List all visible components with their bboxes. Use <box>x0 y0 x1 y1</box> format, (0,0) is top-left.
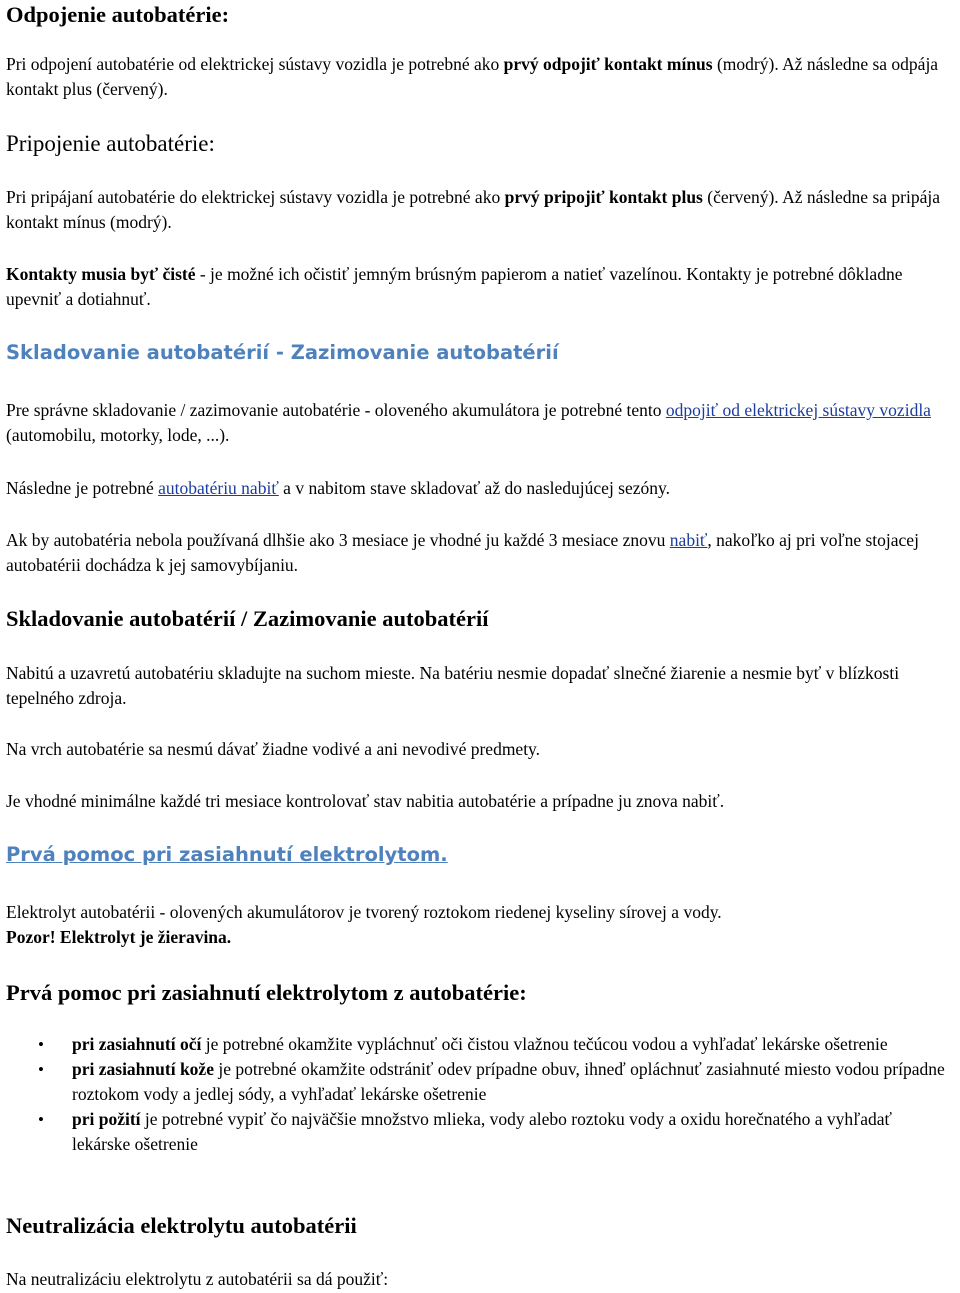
bold-text: pri požití <box>72 1109 141 1129</box>
text: - je možné ich očistiť jemným brúsným papierom a natieť vazelínou. Kontakty je potrebné dôkladne upevniť a dotiahnuť. <box>6 264 903 309</box>
text: a v nabitom stave skladovať až do nasledujúcej sezóny. <box>278 478 671 498</box>
bullet-icon: • <box>38 1060 44 1079</box>
paragraph-odpojenie <box>6 52 951 102</box>
bold-text: prvý odpojiť kontakt mínus <box>503 54 713 74</box>
heading-neutralizacia: Neutralizácia elektrolytu autobatérii <box>6 1213 357 1238</box>
heading-pripojenie: Pripojenie autobatérie: <box>6 131 215 156</box>
list-item <box>6 1032 951 1057</box>
heading-odpojenie: Odpojenie autobatérie: <box>6 2 230 27</box>
bold-text: pri zasiahnutí očí <box>72 1034 202 1054</box>
paragraph-pripojenie <box>6 185 951 235</box>
warning-text: Pozor! Elektrolyt je žieravina. <box>6 927 232 947</box>
link-odpojit[interactable]: odpojiť od elektrickej sústavy vozidla <box>665 400 931 420</box>
bullet-icon: • <box>38 1110 44 1129</box>
paragraph-je-vhodne: Je vhodné minimálne každé tri mesiace kontrolovať stav nabitia autobatérie a prípadne ju znova nabiť. <box>6 791 725 811</box>
paragraph-skladovanie-1 <box>6 398 951 448</box>
heading-skladovanie-serif: Skladovanie autobatérií / Zazimovanie autobatérií <box>6 606 489 631</box>
bold-text: Kontakty musia byť čisté <box>6 264 196 284</box>
text: Následne je potrebné <box>6 478 159 498</box>
paragraph-skladovanie-3 <box>6 528 951 578</box>
text: Ak by autobatéria nebola používaná dlhšie ako 3 mesiace je vhodné ju každé 3 mesiace znovu <box>6 530 670 550</box>
text: je potrebné okamžite vypláchnuť oči čistou vlažnou tečúcou vodou a vyhľadať lekárske ošetrenie <box>201 1034 888 1054</box>
list-item <box>6 1057 951 1107</box>
bold-text: prvý pripojiť kontakt plus <box>504 187 703 207</box>
bold-text: pri zasiahnutí kože <box>72 1059 214 1079</box>
paragraph-na-vrch: Na vrch autobatérie sa nesmú dávať žiadne vodivé a ani nevodivé predmety. <box>6 739 541 759</box>
paragraph-nabitu: Nabitú a uzavretú autobatériu skladujte na suchom mieste. Na batériu nesmie dopadať slnečné žiarenie a nesmie byť v blízkosti tepelného zdroja. <box>6 663 900 708</box>
text: , nakoľko aj pri voľne stojacej autobatérii dochádza k jej samovybíjaniu. <box>6 530 919 575</box>
text: Pre správne skladovanie / zazimovanie autobatérie - oloveného akumulátora je potrebné tento <box>6 400 666 420</box>
paragraph-skladovanie-2 <box>6 476 951 501</box>
heading-prva-pomoc: Prvá pomoc pri zasiahnutí elektrolytom z autobatérie: <box>6 980 527 1005</box>
text: (červený). Až následne sa pripája kontakt mínus (modrý). <box>6 187 940 232</box>
heading-prva-pomoc-link <box>6 841 951 869</box>
link-autobateriu-nabit[interactable]: autobatériu nabiť <box>158 478 279 498</box>
first-aid-list <box>6 1032 951 1157</box>
text: je potrebné vypiť čo najväčšie množstvo mlieka, vody alebo roztoku vody a oxidu horečnatého a vyhľadať lekárske ošetrenie <box>72 1109 893 1154</box>
text: Pri odpojení autobatérie od elektrickej sústavy vozidla je potrebné ako <box>6 54 504 74</box>
text: (modrý). Až následne sa odpája kontakt plus (červený). <box>6 54 939 99</box>
paragraph-elektrolyt <box>6 900 951 950</box>
text: Elektrolyt autobatérii - olovených akumulátorov je tvorený roztokom riedenej kyseliny sírovej a vody. <box>6 902 722 922</box>
list-item <box>6 1107 951 1157</box>
link-nabit[interactable]: nabiť <box>669 530 708 550</box>
link-prva-pomoc[interactable]: Prvá pomoc pri zasiahnutí elektrolytom. <box>6 843 448 866</box>
paragraph-neutralizacia: Na neutralizáciu elektrolytu z autobatérii sa dá použiť: <box>6 1269 389 1289</box>
bullet-icon: • <box>38 1035 44 1054</box>
text: je potrebné okamžite odstrániť odev prípadne obuv, ihneď opláchnuť zasiahnuté miesto vodou prípadne roztokom vody a jedlej sódy, a vyhľadať lekárske ošetrenie <box>72 1059 945 1104</box>
heading-skladovanie-sans: Skladovanie autobatérií - Zazimovanie autobatérií <box>6 341 559 364</box>
paragraph-kontakty <box>6 262 951 312</box>
text: (automobilu, motorky, lode, ...). <box>6 425 230 445</box>
text: Pri pripájaní autobatérie do elektrickej sústavy vozidla je potrebné ako <box>6 187 505 207</box>
